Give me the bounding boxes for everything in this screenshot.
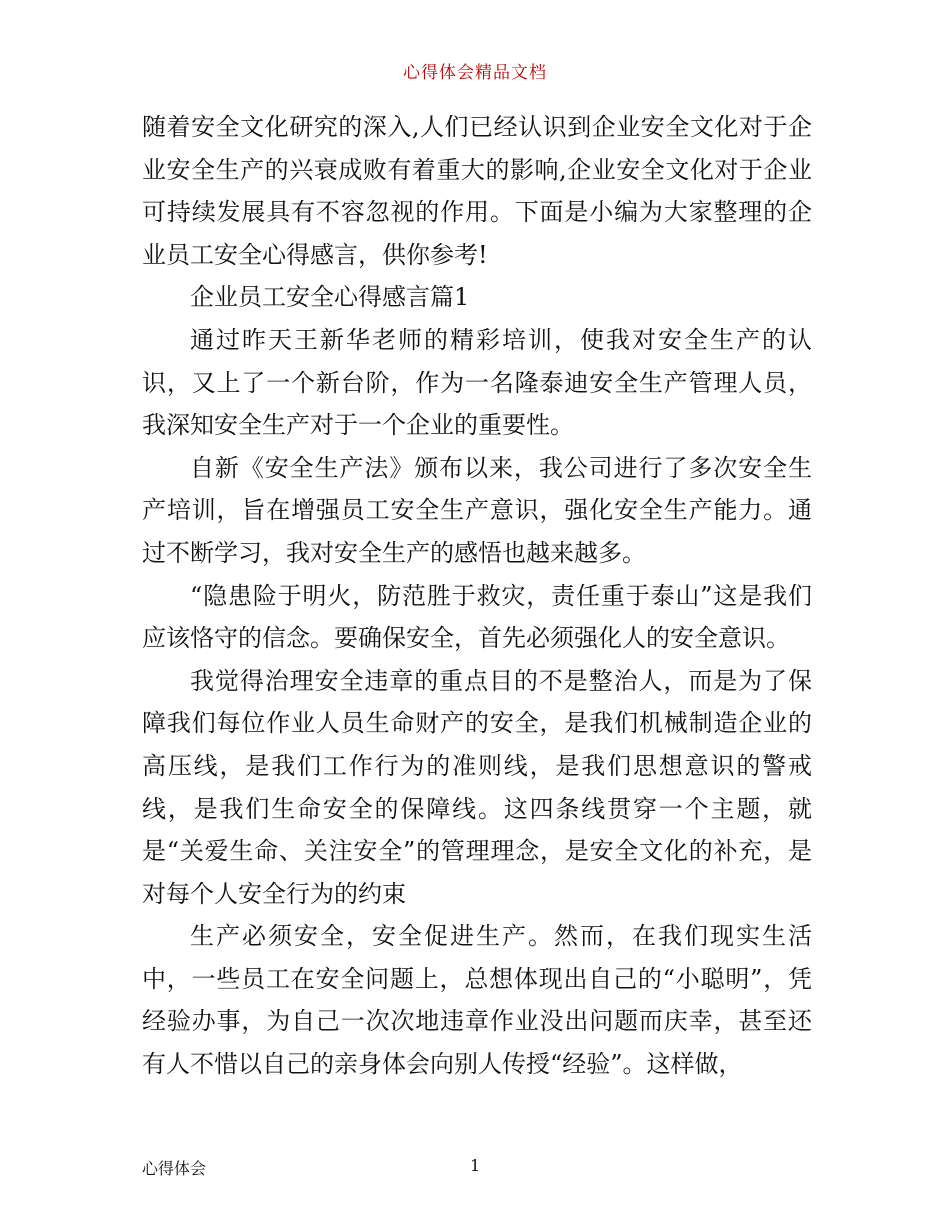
footer-label: 心得体会: [142, 1159, 207, 1178]
body-paragraph: 通过昨天王新华老师的精彩培训，使我对安全生产的认识，又上了一个新台阶，作为一名隆泰迪安全生产管理人员，我深知安全生产对于一个企业的重要性。: [142, 325, 812, 440]
body-paragraph: 自新《安全生产法》颁布以来，我公司进行了多次安全生产培训，旨在增强员工安全生产意识，强化安全生产能力。通过不断学习，我对安全生产的感悟也越来越多。: [142, 453, 812, 567]
document-body: [142, 106, 812, 1086]
document-header: 心得体会精品文档: [403, 63, 547, 83]
body-paragraph: 我觉得治理安全违章的重点目的不是整治人，而是为了保障我们每位作业人员生命财产的安全，是我们机械制造企业的高压线，是我们工作行为的准则线，是我们思想意识的警戒线，是我们生命安全的保障线。这四条线贯穿一个主题，就是“关爱生命、关注安全”的管理理念，是安全文化的补充，是对每个人安全行为的约束: [142, 666, 812, 908]
body-paragraph: 生产必须安全，安全促进生产。然而，在我们现实生活中，一些员工在安全问题上，总想体现出自己的“小聪明”，凭经验办事，为自己一次次地违章作业没出问题而庆幸，甚至还有人不惜以自己的亲身体会向别人传授“经验”。这样做，: [142, 922, 812, 1079]
intro-paragraph: 随着安全文化研究的深入,人们已经认识到企业安全文化对于企业安全生产的兴衰成败有着重大的影响,企业安全文化对于企业可持续发展具有不容忽视的作用。下面是小编为大家整理的企业员工安全心得感言，供你参考!: [142, 113, 812, 269]
section-title: 企业员工安全心得感言篇1: [190, 283, 470, 312]
page-number: 1: [470, 1156, 481, 1175]
body-paragraph: “隐患险于明火，防范胜于救灾，责任重于泰山”这是我们应该恪守的信念。要确保安全，首先必须强化人的安全意识。: [142, 581, 812, 653]
